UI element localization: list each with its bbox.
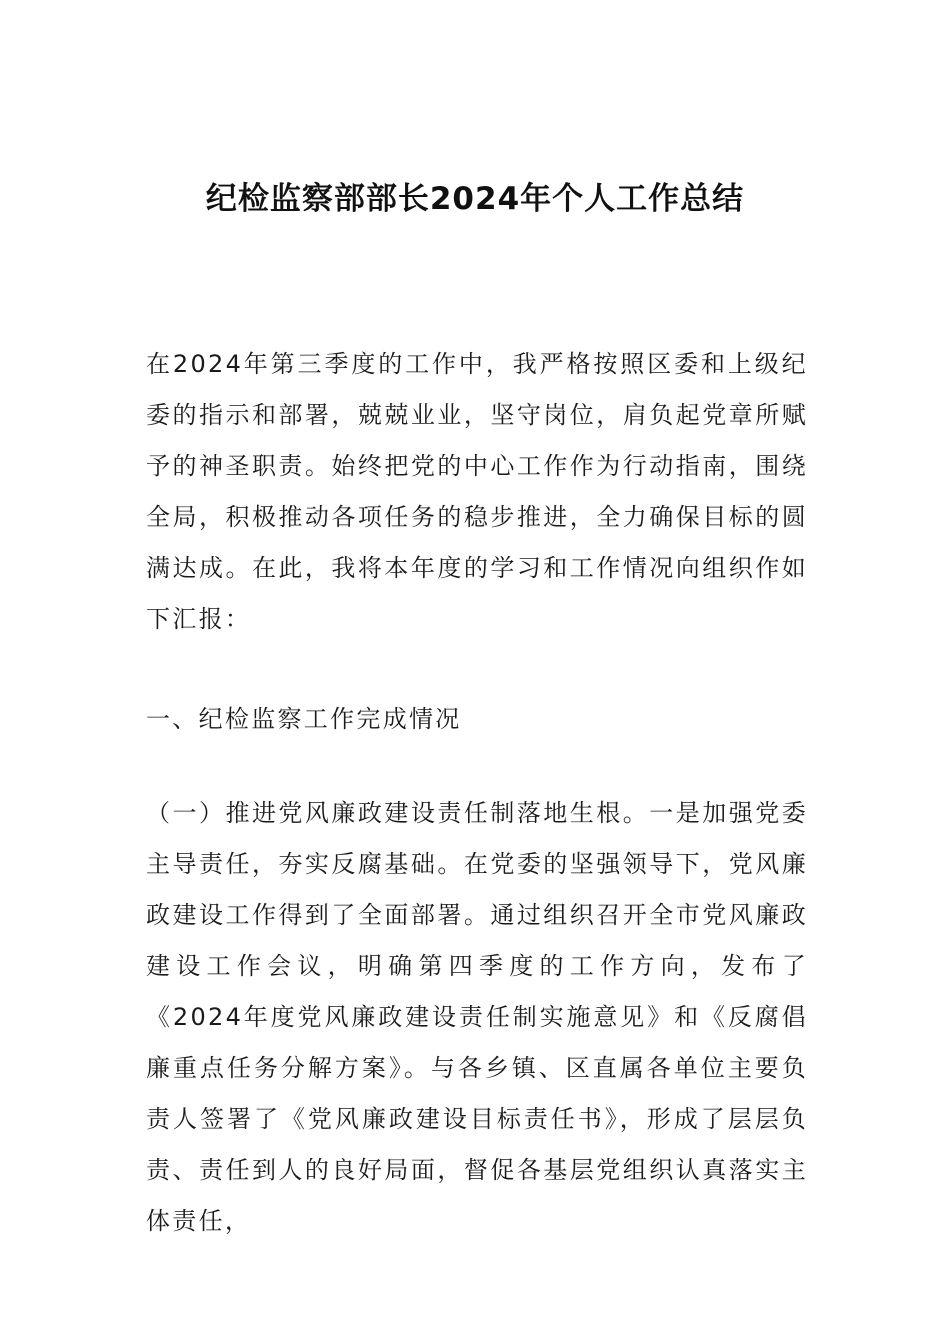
intro-paragraph: 在2024年第三季度的工作中，我严格按照区委和上级纪委的指示和部署，兢兢业业，坚守岗位，肩负起党章所赋予的神圣职责。始终把党的中心工作作为行动指南，围绕全局，积极推动各项任务的稳步推进，全力确保目标的圆满达成。在此，我将本年度的学习和工作情况向组织作如下汇报： (146, 350, 808, 633)
section-body-paragraph: （一）推进党风廉政建设责任制落地生根。一是加强党委主导责任，夯实反腐基础。在党委的坚强领导下，党风廉政建设工作得到了全面部署。通过组织召开全市党风廉政建设工作会议，明确第四季度的工作方向，发布了《2024年度党风廉政建设责任制实施意见》和《反腐倡廉重点任务分解方案》。与各乡镇、区直属各单位主要负责人签署了《党风廉政建设目标责任书》，形成了层层负责、责任到人的良好局面，督促各基层党组织认真落实主体责任， (146, 799, 808, 1235)
document-title: 纪检监察部部长2024年个人工作总结 (205, 180, 745, 217)
section-heading: 一、纪检监察工作完成情况 (146, 705, 462, 733)
